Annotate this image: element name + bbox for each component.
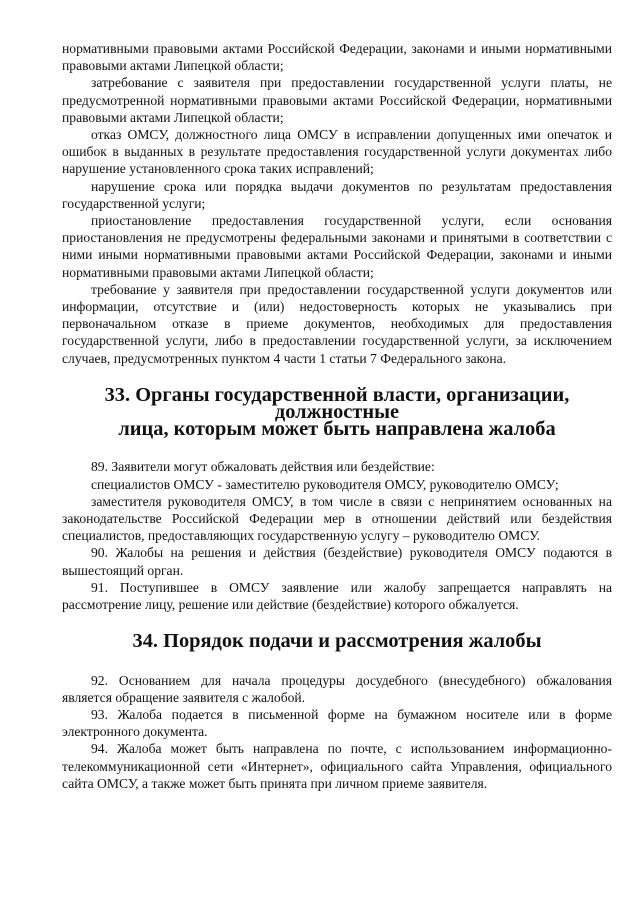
paragraph: отказ ОМСУ, должностного лица ОМСУ в исправлении допущенных ими опечаток и ошибок в выданных в результате предоставления государственной услуги документах либо нарушение установленного срока таких исправлений; <box>62 127 612 177</box>
paragraph: 89. Заявители могут обжаловать действия или бездействие: <box>91 459 435 475</box>
paragraph: 90. Жалобы на решения и действия (бездействие) руководителя ОМСУ подаются в вышестоящий орган. <box>62 545 612 578</box>
paragraph: затребование с заявителя при предоставлении государственной услуги платы, не предусмотренной нормативными правовыми актами Российской Федерации, нормативными правовыми актами Липецкой области; <box>62 75 612 125</box>
paragraph: приостановление предоставления государственной услуги, если основания приостановления не предусмотрены федеральными законами и принятыми в соответствии с ними иными нормативными правовыми актами Российской Федерации, законами и иными нормативными правовыми актами Липецкой области; <box>62 213 612 280</box>
paragraph: специалистов ОМСУ - заместителю руководителя ОМСУ, руководителю ОМСУ; <box>91 476 559 492</box>
paragraph: 94. Жалоба может быть направлена по почте, с использованием информационно-телекоммуникационной сети «Интернет», официального сайта Управления, официального сайта ОМСУ, а также может быть принята при личном приеме заявителя. <box>62 741 612 791</box>
section-heading-line: 34. Порядок подачи и рассмотрения жалобы <box>132 630 542 653</box>
paragraph: требование у заявителя при предоставлении государственной услуги документов или информации, отсутствие и (или) недостоверность которых не указывались при первоначальном отказе в приеме документов, необходимых для предоставления государственной услуги, либо в предоставлении государственной услуги, за исключением случаев, предусмотренных пунктом 4 части 1 статьи 7 Федерального закона. <box>62 281 612 366</box>
paragraph: 92. Основанием для начала процедуры досудебного (внесудебного) обжалования является обращение заявителя с жалобой. <box>62 672 612 705</box>
section-heading-line: 33. Органы государственной власти, организации, должностные <box>104 383 570 424</box>
paragraph: 93. Жалоба подается в письменной форме на бумажном носителе или в форме электронного документа. <box>62 706 612 740</box>
paragraph: заместителя руководителя ОМСУ, в том числе в связи с непринятием основанных на законодательстве Российской Федерации мер в отношении действий или бездействия специалистов, предоставляющих государственную услугу – руководителю ОМСУ. <box>62 493 612 544</box>
paragraph: нарушение срока или порядка выдачи документов по результатам предоставления государственной услуги; <box>62 178 612 211</box>
section-heading-33 <box>62 383 612 441</box>
section-heading-line: лица, которым может быть направлена жалоба <box>118 418 556 441</box>
paragraph: 91. Поступившее в ОМСУ заявление или жалобу запрещается направлять на рассмотрение лицу, решение или действие (бездействие) которого обжалуется. <box>62 579 612 613</box>
section-heading-34 <box>62 630 612 653</box>
paragraph: нормативными правовыми актами Российской Федерации, законами и иными нормативными правовыми актами Липецкой области; <box>62 41 612 74</box>
